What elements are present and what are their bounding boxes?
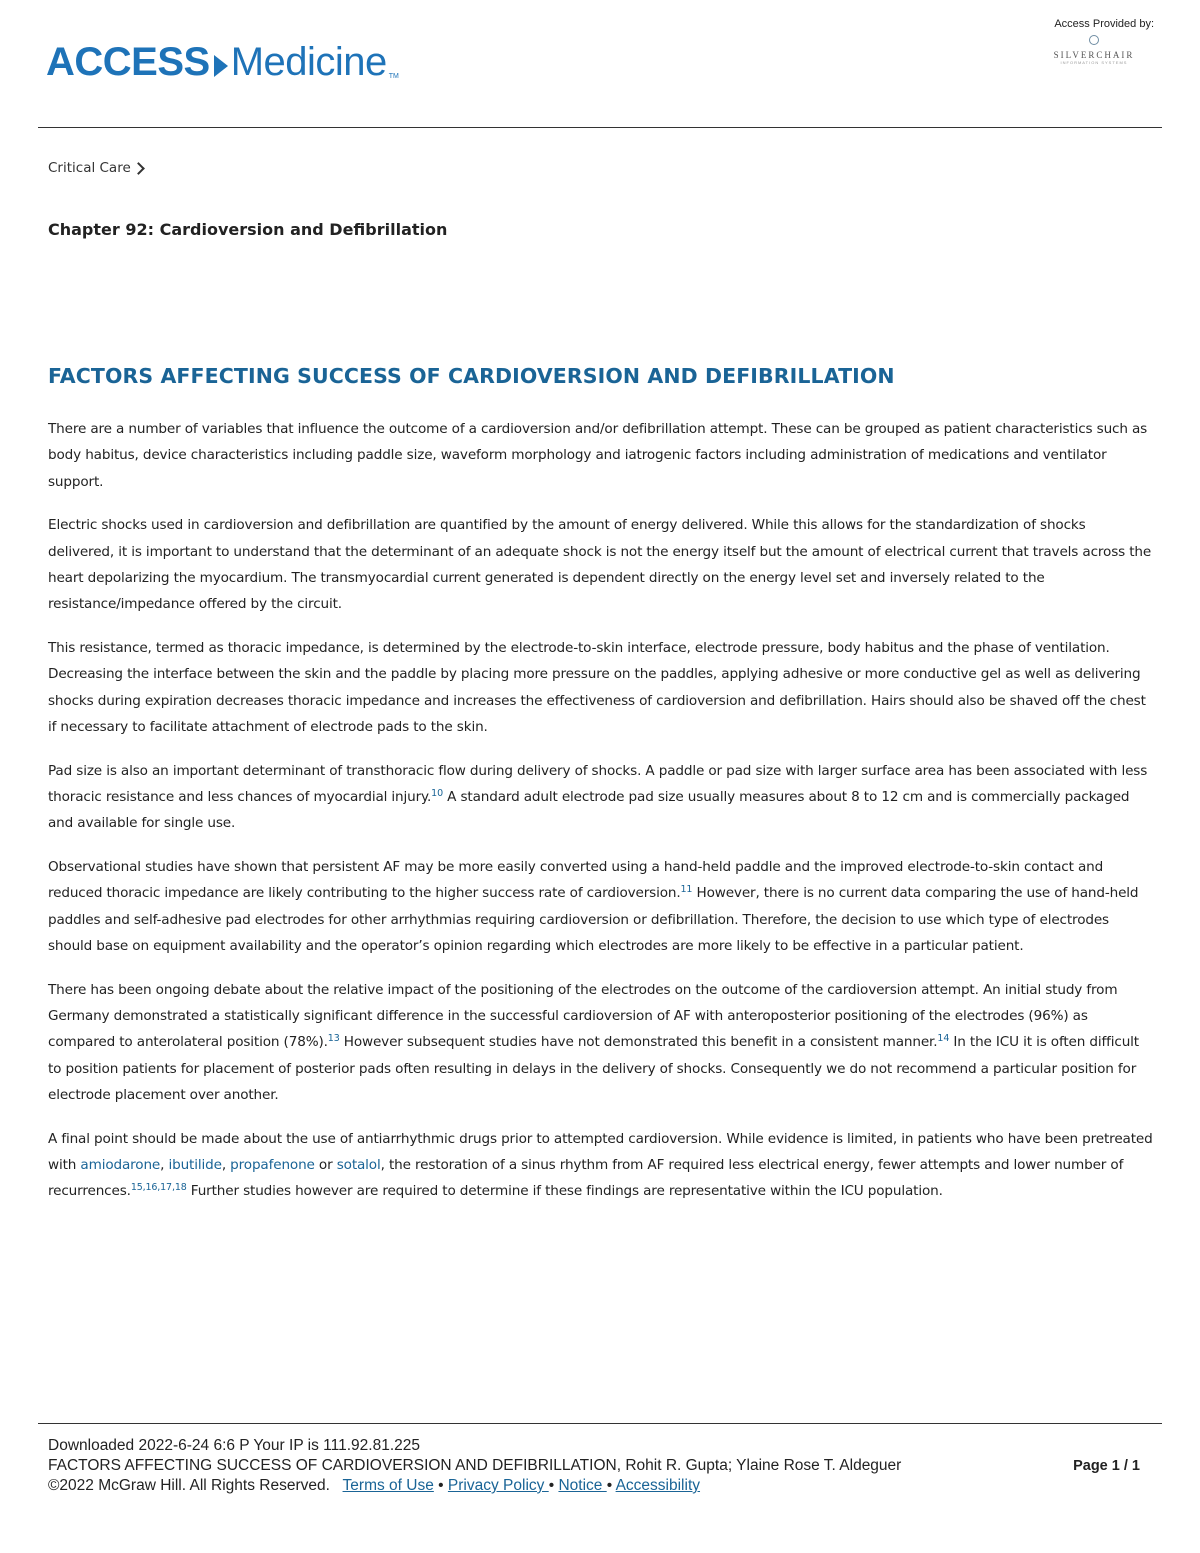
breadcrumb-label[interactable]: Critical Care — [48, 160, 131, 176]
paragraph-text: Further studies however are required to determine if these findings are representative within the ICU population. — [186, 1183, 943, 1200]
header-divider — [38, 127, 1162, 128]
paragraph-text: A standard adult electrode pad size usually measures about 8 to 12 cm and is commercially packaged and available for single use. — [48, 789, 1130, 832]
paragraph — [48, 977, 1154, 1108]
paragraph-text: Observational studies have shown that persistent AF may be more easily converted using a hand-held paddle and the improved electrode-to-skin contact and reduced thoracic impedance are likely contributing to the higher success rate of cardioversion. — [48, 859, 1104, 902]
paragraph-text: However, there is no current data comparing the use of hand-held paddles and self-adhesive pad electrodes for other arrhythmias requiring cardioversion or defibrillation. Therefore, the decision to use which type of electrodes should base on equipment availability and the operator’s opinion regarding which electrodes are more likely to be effective in a particular patient. — [48, 885, 1139, 955]
logo-arrow-icon — [214, 55, 228, 77]
download-info: Downloaded 2022-6-24 6:6 P Your IP is 111.92.81.225 — [48, 1437, 421, 1454]
reference-number[interactable]: 18 — [174, 1182, 187, 1194]
drug-link-sotalol[interactable]: sotalol — [336, 1157, 381, 1174]
reference-number[interactable]: 15 — [130, 1182, 143, 1194]
paragraph-text: There are a number of variables that influence the outcome of a cardioversion and/or defibrillation attempt. These can be grouped as patient characteristics such as body habitus, device characteristics including paddle size, waveform morphology and iatrogenic factors including administration of medications and ventilator support. — [48, 421, 1148, 490]
paragraph-text: In the ICU it is often difficult to position patients for placement of posterior pads often resulting in delays in the delivery of shocks. Consequently we do not recommend a particular position for electrode placement over another. — [48, 1034, 1139, 1104]
drug-link-amiodarone[interactable]: amiodarone — [80, 1157, 161, 1174]
reference-number[interactable]: 17 — [160, 1182, 172, 1194]
paragraph — [48, 635, 1154, 740]
page-number: Page 1 / 1 — [1073, 1458, 1140, 1474]
reference-separator: , — [142, 1182, 146, 1194]
footer-links-line — [48, 1476, 1154, 1496]
paragraph — [48, 758, 1154, 837]
paragraph — [48, 416, 1154, 495]
bullet-separator: • — [548, 1477, 555, 1494]
access-provider — [1034, 18, 1154, 65]
logo-trademark: TM — [388, 73, 399, 80]
logo-access-text: ACCESS — [46, 40, 210, 84]
chapter-title: Chapter 92: Cardioversion and Defibrillation — [48, 220, 448, 239]
accessibility-link[interactable]: Accessibility — [615, 1477, 701, 1494]
paragraph — [48, 854, 1154, 959]
paragraph-text: However subsequent studies have not demonstrated this benefit in a consistent manner. — [339, 1034, 938, 1051]
provider-subtitle: INFORMATION SYSTEMS — [1060, 60, 1128, 65]
paragraph-text: A final point should be made about the use of antiarrhythmic drugs prior to attempted cardioversion. While evidence is limited, in patients who have been pretreated with — [48, 1130, 1153, 1174]
bullet-separator: • — [606, 1477, 613, 1494]
copyright: ©2022 McGraw Hill. All Rights Reserved. — [48, 1477, 330, 1494]
paragraph-text: Pad size is also an important determinant of transthoracic flow during delivery of shocks. A paddle or pad size with larger surface area has been associated with less thoracic resistance and less chances of myocardial injury. — [48, 762, 1148, 806]
provider-label: Access Provided by: — [1054, 18, 1154, 30]
drug-link-propafenone[interactable]: propafenone — [230, 1157, 315, 1174]
provider-name: SILVERCHAIR — [1053, 50, 1135, 60]
section-title: FACTORS AFFECTING SUCCESS OF CARDIOVERSION AND DEFIBRILLATION — [48, 364, 895, 388]
paragraph-text: There has been ongoing debate about the relative impact of the positioning of the electrodes on the outcome of the cardioversion attempt. An initial study from Germany demonstrated a statistically significant difference in the successful cardioversion of AF with anteroposterior positioning of the electrodes (96%) as compared to anterolateral position (78%). — [48, 981, 1118, 1051]
reference-link[interactable] — [131, 1182, 187, 1193]
paragraph-text: Electric shocks used in cardioversion and defibrillation are quantified by the amount of energy delivered. While this allows for the standardization of shocks delivered, it is important to understand that the determinant of an adequate shock is not the energy itself but the amount of electrical current that travels across the heart depolarizing the myocardium. The transmyocardial current generated is dependent directly on the energy level set and inversely related to the resistance/impedance offered by the circuit. — [48, 517, 1152, 613]
reference-number[interactable]: 16 — [145, 1182, 158, 1194]
logo-medicine-text: Medicine — [230, 40, 387, 84]
article-body — [48, 416, 1154, 1222]
paragraph — [48, 1126, 1154, 1205]
breadcrumb[interactable] — [48, 160, 143, 176]
reference-link[interactable]: 13 — [327, 1033, 340, 1045]
drug-link-ibutilide[interactable]: ibutilide — [168, 1157, 222, 1174]
separator: , — [160, 1157, 169, 1174]
separator: or — [314, 1157, 337, 1174]
chevron-right-icon — [132, 162, 145, 175]
notice-link[interactable]: Notice — [558, 1477, 607, 1494]
reference-link[interactable]: 11 — [680, 884, 693, 896]
privacy-policy-link[interactable]: Privacy Policy — [447, 1477, 549, 1494]
footer-divider — [38, 1423, 1162, 1424]
accessmedicine-logo[interactable] — [46, 22, 399, 82]
reference-link[interactable]: 10 — [431, 788, 443, 800]
terms-of-use-link[interactable]: Terms of Use — [342, 1477, 434, 1494]
citation: FACTORS AFFECTING SUCCESS OF CARDIOVERSION AND DEFIBRILLATION, Rohit R. Gupta; Ylaine Rose T. Aldeguer — [48, 1457, 902, 1474]
reference-separator: , — [171, 1182, 175, 1194]
globe-icon — [1089, 35, 1099, 45]
reference-link[interactable]: 14 — [937, 1033, 950, 1045]
page-footer — [48, 1436, 1154, 1496]
paragraph-text: This resistance, termed as thoracic impedance, is determined by the electrode-to-skin interface, electrode pressure, body habitus and the phase of ventilation. Decreasing the interface between the skin and the paddle by placing more pressure on the paddles, applying adhesive or more conductive gel as well as delivering shocks during expiration decreases thoracic impedance and increases the effectiveness of cardioversion and defibrillation. Hairs should also be shaved off the chest if necessary to facilitate attachment of electrode pads to the skin. — [48, 640, 1146, 735]
reference-separator: , — [157, 1182, 161, 1194]
paragraph-text: , the restoration of a sinus rhythm from AF required less electrical energy, fewer attempts and lower number of recurrences. — [48, 1157, 1124, 1200]
separator: , — [221, 1157, 231, 1174]
paragraph — [48, 512, 1154, 617]
bullet-separator: • — [438, 1477, 444, 1494]
